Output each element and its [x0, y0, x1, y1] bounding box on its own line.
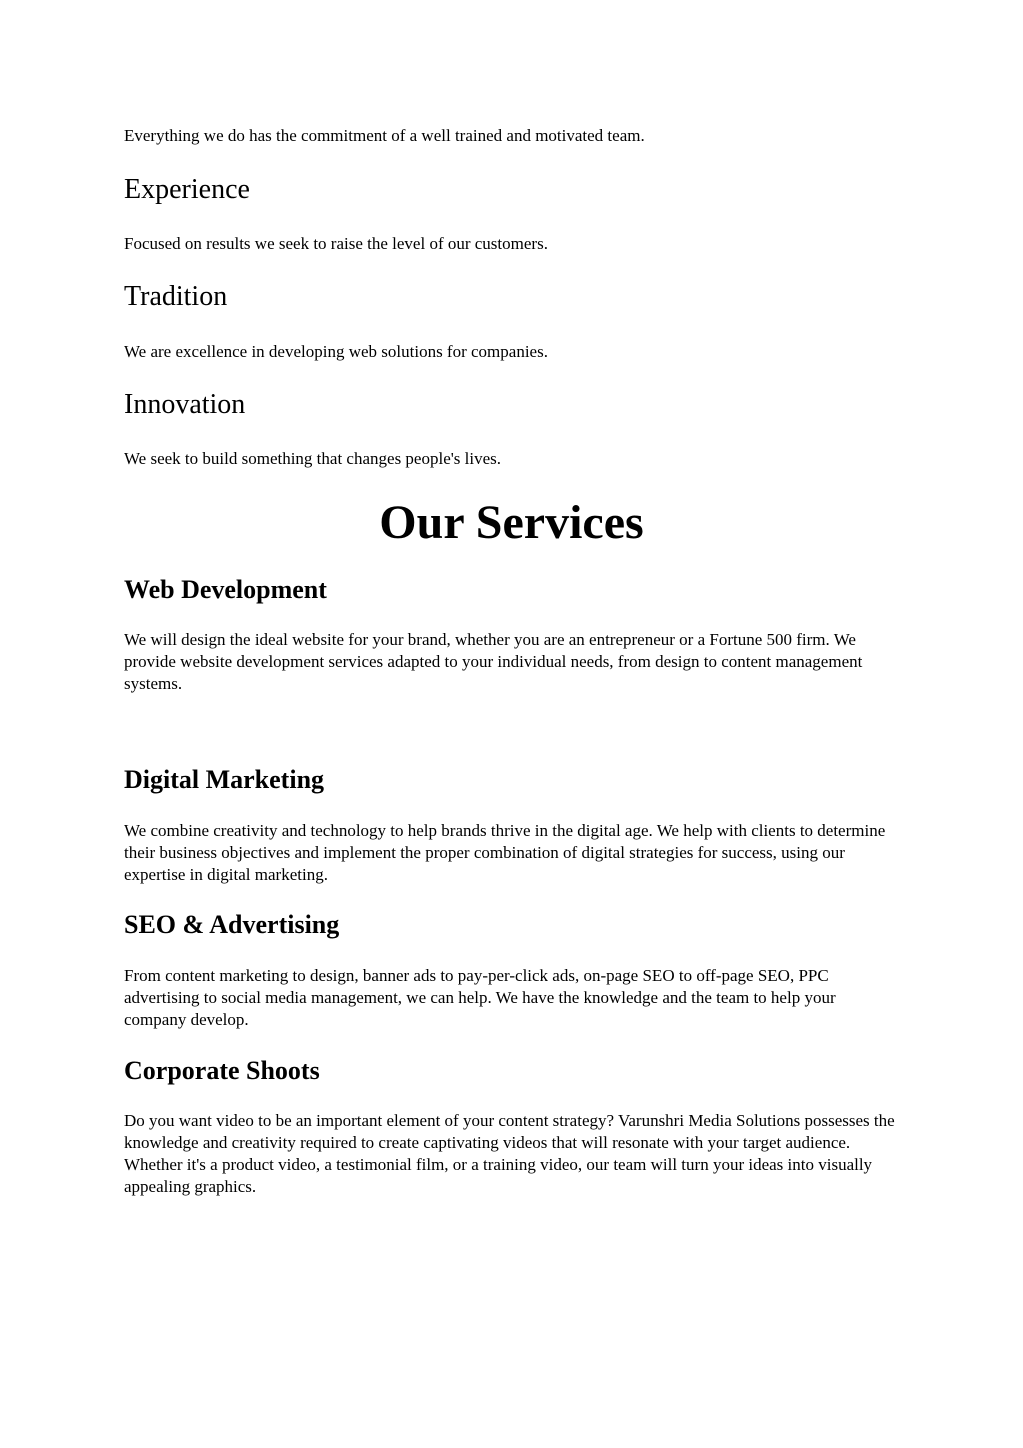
value-heading-tradition: Tradition	[124, 281, 228, 312]
service-text-seo-advertising: From content marketing to design, banner ads to pay-per-click ads, on-page SEO to off-page SEO, PPC advertising to social media management, we can help. We have the knowledge and the team to help your company develop.	[124, 966, 836, 1029]
service-text-corporate-shoots: Do you want video to be an important element of your content strategy? Varunshri Media Solutions possesses the knowledge and creativity required to create captivating videos that will resonate with your target audience. Whether it's a product video, a testimonial film, or a training video, our team will turn your ideas into visually appealing graphics.	[124, 1111, 895, 1196]
service-text-digital-marketing: We combine creativity and technology to help brands thrive in the digital age. We help with clients to determine their business objectives and implement the proper combination of digital strategies for success, using our expertise in digital marketing.	[124, 821, 886, 884]
value-text-experience: Focused on results we seek to raise the level of our customers.	[124, 234, 548, 253]
value-text-innovation: We seek to build something that changes people's lives.	[124, 449, 502, 468]
service-heading-digital-marketing: Digital Marketing	[124, 765, 325, 794]
services-title: Our Services	[379, 496, 644, 549]
service-heading-web-development: Web Development	[124, 575, 327, 604]
service-text-web-development: We will design the ideal website for your brand, whether you are an entrepreneur or a Fortune 500 firm. We provide website development services adapted to your individual needs, from design to content management systems.	[124, 630, 863, 693]
value-heading-innovation: Innovation	[124, 389, 246, 420]
value-text-tradition: We are excellence in developing web solutions for companies.	[124, 342, 548, 361]
value-heading-experience: Experience	[124, 174, 250, 205]
service-heading-seo-advertising: SEO & Advertising	[124, 910, 340, 939]
service-heading-corporate-shoots: Corporate Shoots	[124, 1056, 320, 1085]
intro-text: Everything we do has the commitment of a well trained and motivated team.	[124, 126, 645, 145]
